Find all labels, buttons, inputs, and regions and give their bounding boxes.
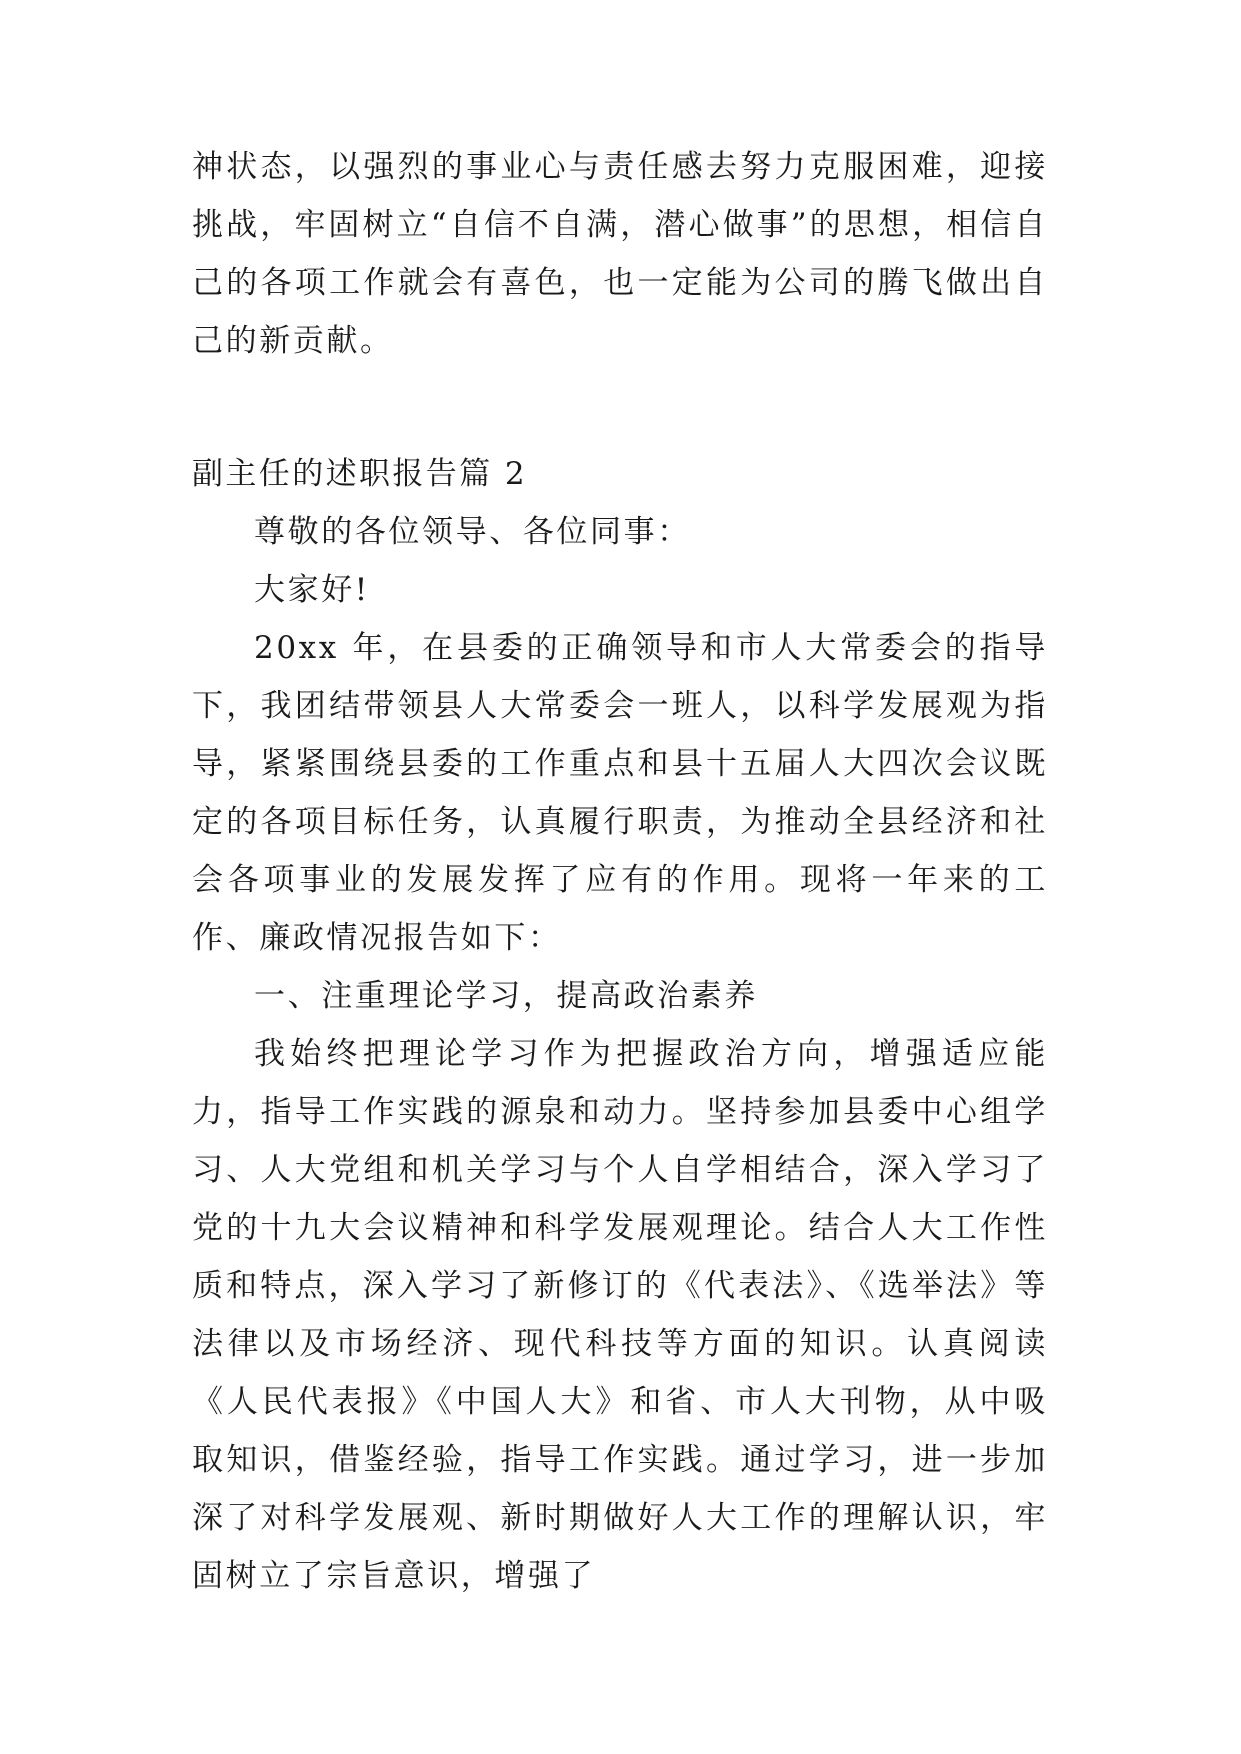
intro-paragraph: 20xx 年，在县委的正确领导和市人大常委会的指导下，我团结带领县人大常委会一班人，以科学发展观为指导，紧紧围绕县委的工作重点和县十五届人大四次会议既定的各项目标任务，认真履行职责，为推动全县经济和社会各项事业的发展发挥了应有的作用。现将一年来的工作、廉政情况报告如下： bbox=[192, 630, 1048, 956]
section-title: 副主任的述职报告篇 2 bbox=[192, 456, 527, 492]
greeting: 大家好! bbox=[254, 572, 370, 608]
section-heading: 一、注重理论学习，提高政治素养 bbox=[254, 978, 758, 1014]
continuation-paragraph: 神状态，以强烈的事业心与责任感去努力克服困难，迎接挑战，牢固树立“自信不自满，潜心做事”的思想，相信自己的各项工作就会有喜色，也一定能为公司的腾飞做出自己的新贡献。 bbox=[192, 149, 1048, 359]
study-paragraph: 我始终把理论学习作为把握政治方向，增强适应能力，指导工作实践的源泉和动力。坚持参加县委中心组学习、人大党组和机关学习与个人自学相结合，深入学习了党的十九大会议精神和科学发展观理论。结合人大工作性质和特点，深入学习了新修订的《代表法》、《选举法》等法律以及市场经济、现代科技等方面的知识。认真阅读《人民代表报》《中国人大》和省、市人大刊物，从中吸取知识，借鉴经验，指导工作实践。通过学习，进一步加深了对科学发展观、新时期做好人大工作的理解认识，牢固树立了宗旨意识，增强了 bbox=[192, 1036, 1048, 1594]
salutation: 尊敬的各位领导、各位同事： bbox=[254, 514, 691, 550]
